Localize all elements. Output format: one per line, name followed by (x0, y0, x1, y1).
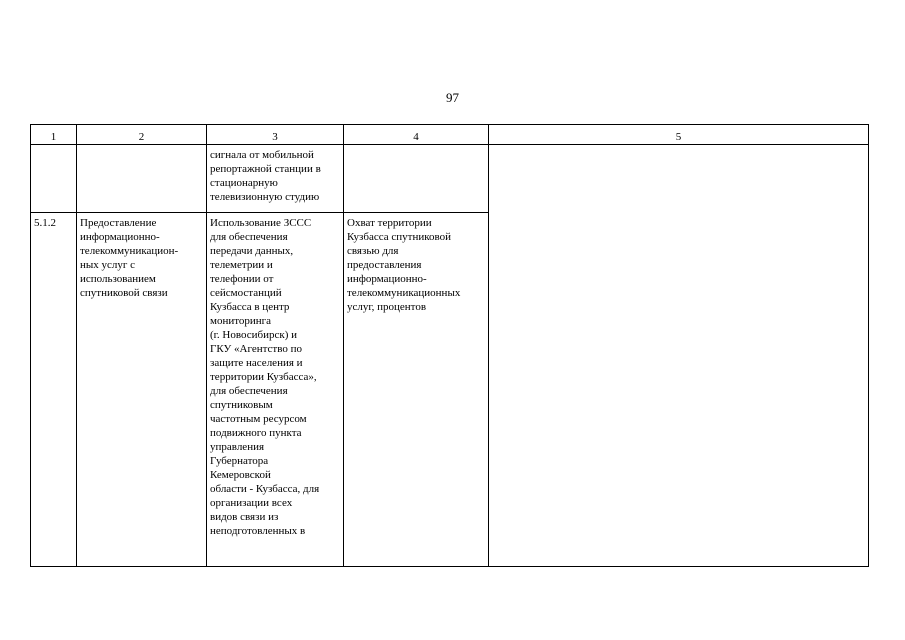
header-col-1: 1 (31, 125, 77, 145)
service-name-cell (77, 145, 207, 213)
data-table (30, 124, 869, 567)
description-cell: Использование ЗССС для обеспечения передачи данных, телеметрии и телефонии от сейсмостанций Кузбасса в центр мониторинга (г. Новосибирск) и ГКУ «Агентство по защите населения и территории Кузбасса», для обеспечения спутниковым частотным ресурсом подвижного пункта управления Губернатора Кемеровской области - Кузбасса, для организации всех видов связи из неподготовленных в (207, 213, 344, 567)
table-row (31, 145, 869, 213)
indicator-cell: Охват территории Кузбасса спутниковой связью для предоставления информационно- телекоммуникационных услуг, процентов (344, 213, 489, 567)
row-number-cell: 5.1.2 (31, 213, 77, 567)
column-5-cell (489, 145, 869, 567)
row-number-cell (31, 145, 77, 213)
table-header-row (31, 125, 869, 145)
description-cell: сигнала от мобильной репортажной станции в стационарную телевизионную студию (207, 145, 344, 213)
service-name-cell: Предоставление информационно- телекоммуникацион- ных услуг с использованием спутниковой связи (77, 213, 207, 567)
header-col-4: 4 (344, 125, 489, 145)
indicator-cell (344, 145, 489, 213)
header-col-5: 5 (489, 125, 869, 145)
page-number: 97 (446, 90, 459, 105)
header-col-3: 3 (207, 125, 344, 145)
header-col-2: 2 (77, 125, 207, 145)
